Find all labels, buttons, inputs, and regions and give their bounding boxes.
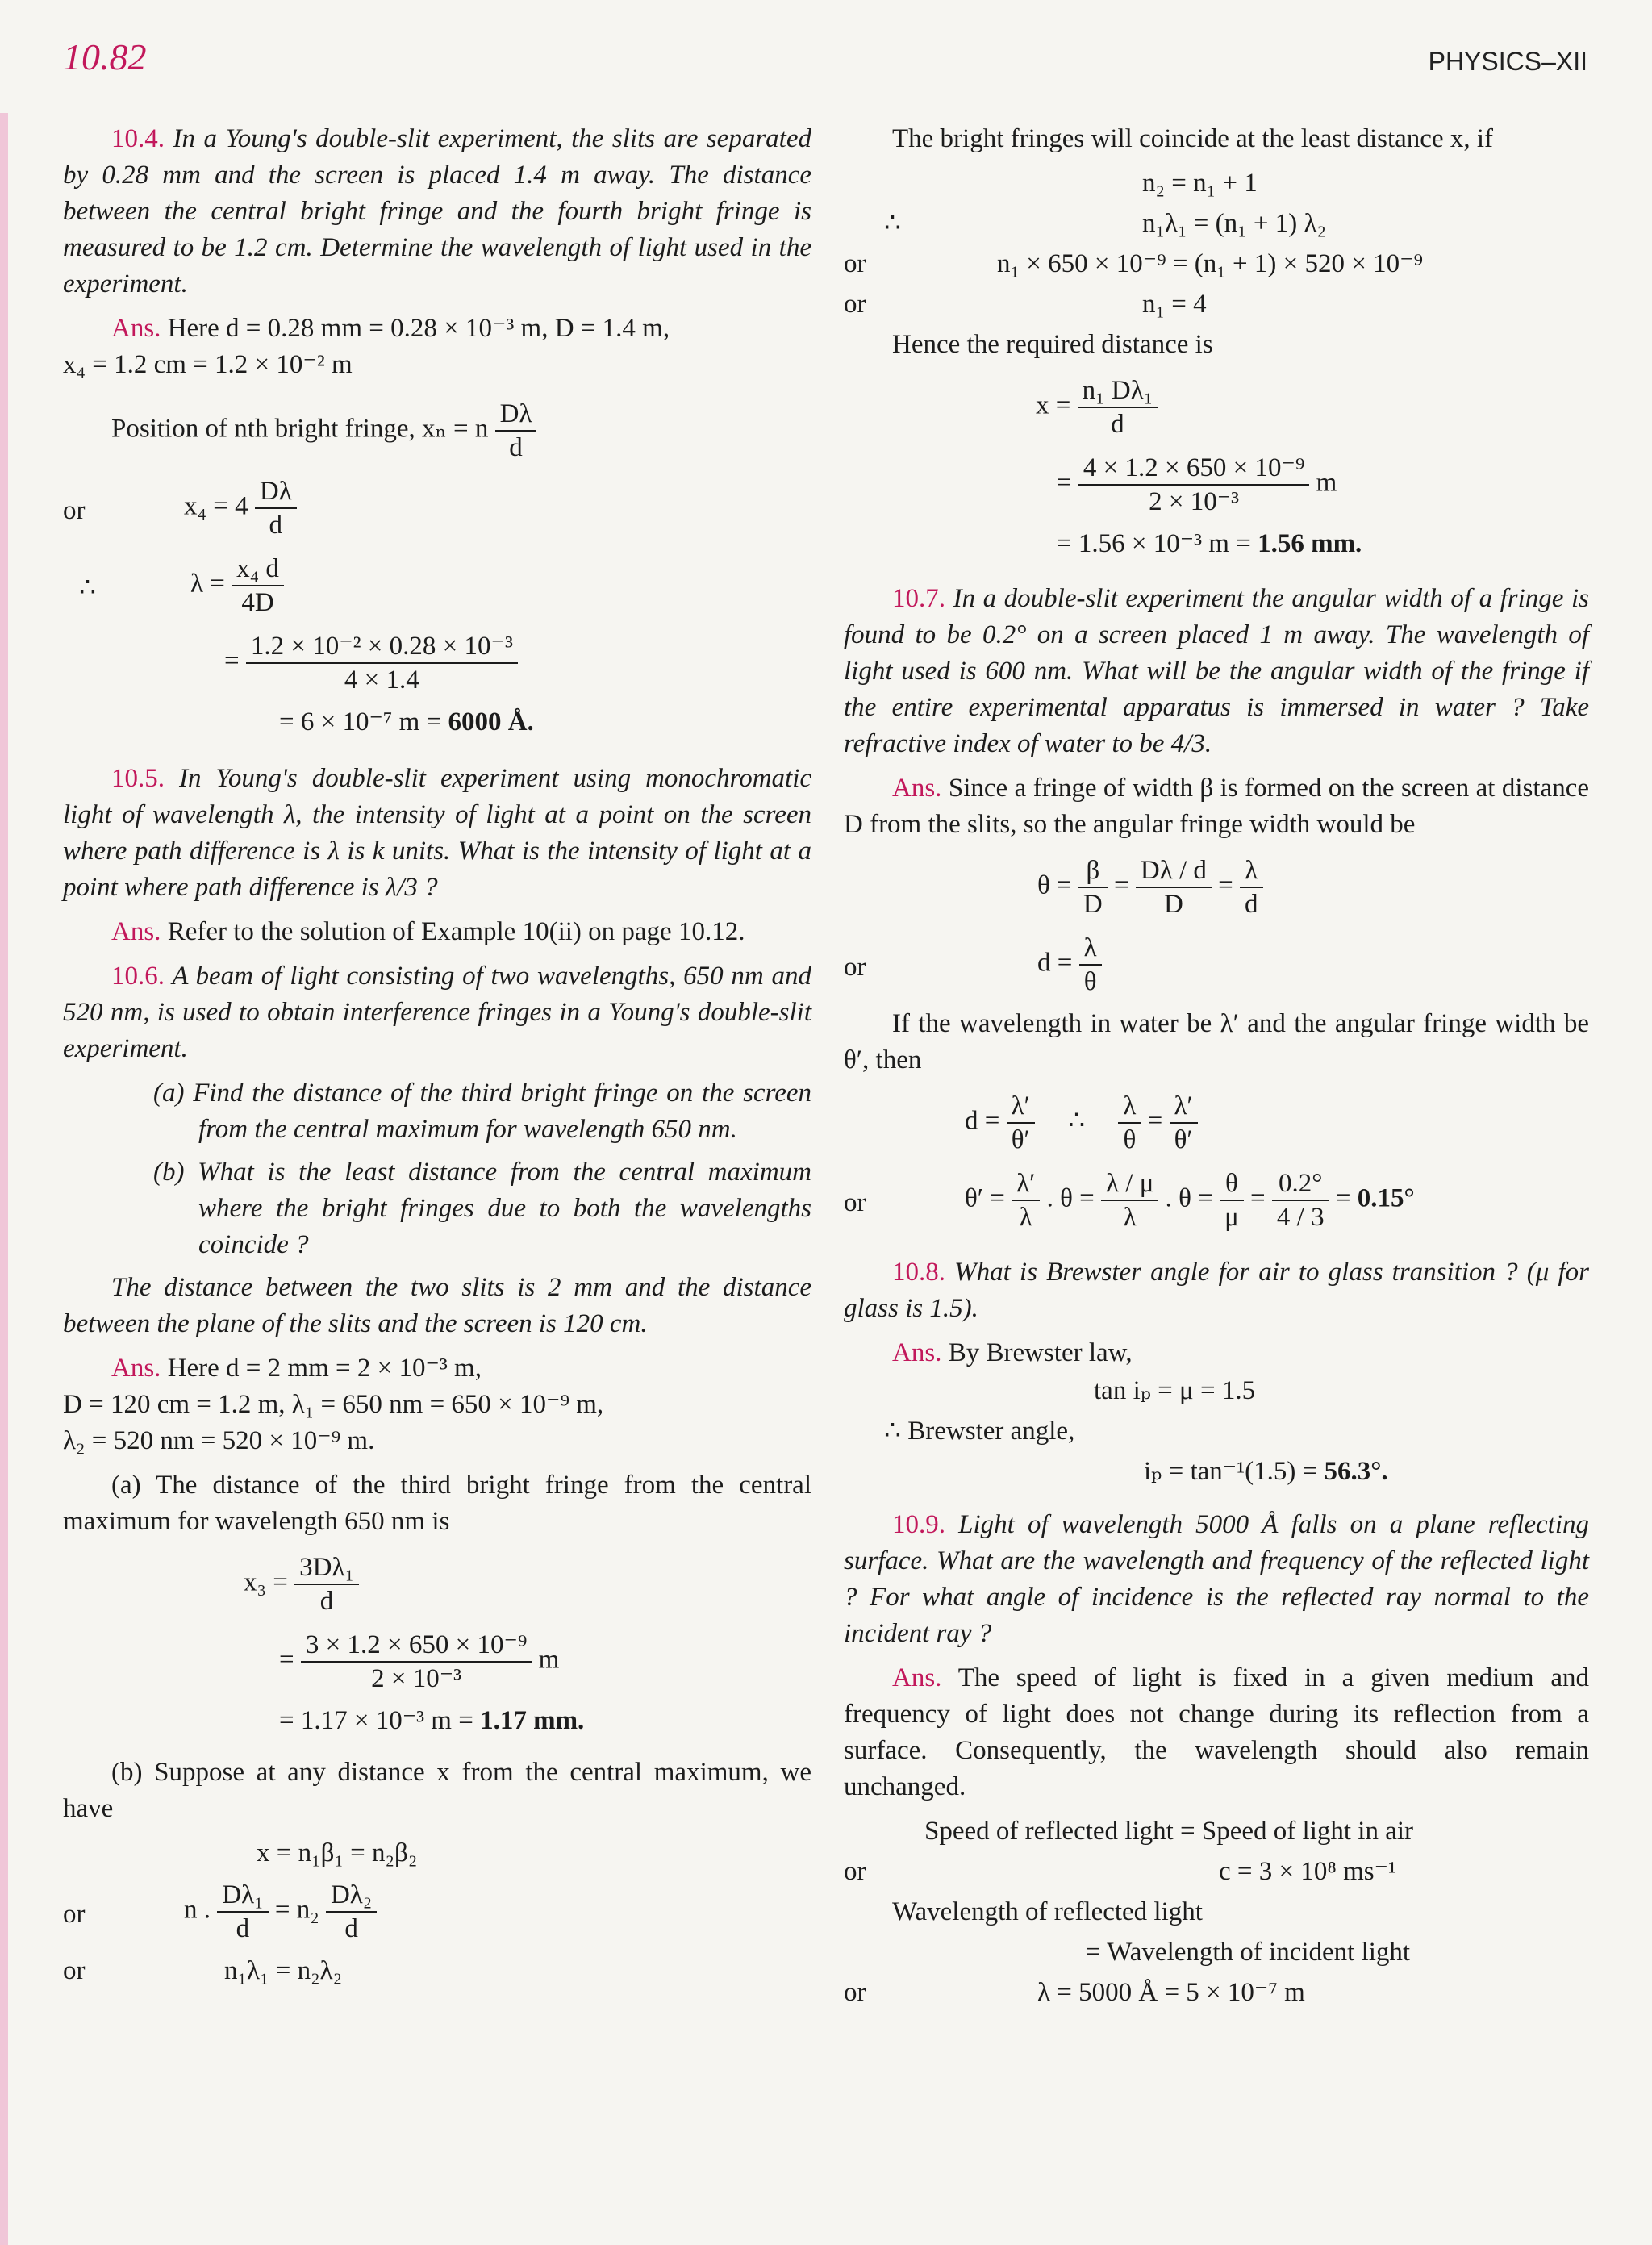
equation: x = $\frac{\text{n₁ Dλ₁}}{d}$	[844, 371, 1589, 449]
equation: ∴ λ = $\frac{\text{x₄ d}}{4D}$	[63, 549, 811, 627]
equation: ∴ n₁λ₁ = (n₁ + 1) λ₂	[884, 209, 1326, 238]
answer-10-6-line3: λ₂ = 520 nm = 520 × 10⁻⁹ m.	[63, 1426, 375, 1455]
question-10-4	[63, 121, 811, 303]
equation: Speed of reflected light = Speed of light in air	[924, 1817, 1414, 1846]
equation: or n₁ = 4	[844, 290, 1207, 319]
equation: or n . $\frac{\text{Dλ₁}}{d}$ = n₂ $\frac{\text{Dλ₂}}{d}$	[63, 1876, 811, 1953]
equation: = 1.17 × 10⁻³ m = 1.17 mm.	[279, 1706, 585, 1735]
equation: = $\frac{\text{1.2 × 10⁻² × 0.28 × 10⁻³}}{4 \times 1.4}$	[63, 627, 811, 704]
question-10-8	[844, 1254, 1589, 1327]
equation: Wavelength of reflected light	[892, 1897, 1203, 1926]
part-b-text: (b) Suppose at any distance x from the central maximum, we have	[63, 1758, 811, 1823]
answer-label: Ans.	[111, 917, 161, 946]
equation: or n₁λ₁ = n₂λ₂	[63, 1956, 343, 1985]
equation: θ = $\frac{\beta}{D}$ = $\frac{D\lambda / d}{D}$ = $\frac{\lambda}{d}$	[844, 851, 1589, 928]
sub-question-a: (a) Find the distance of the third bright fringe on the screen from the central maximum for wavelength 650 nm.	[153, 1079, 811, 1144]
book-title: PHYSICS–XII	[1428, 47, 1587, 76]
question-text: In a Young's double-slit experiment, the slits are separated by 0.28 mm and the screen is placed 1.4 m away. The distance between the central bright fringe and the fourth bright fringe is measured to be 1.2 cm. Determine the wavelength of light used in the experiment.	[63, 124, 811, 298]
question-number: 10.8.	[892, 1258, 945, 1287]
question-number: 10.7.	[892, 584, 945, 613]
equation: = 1.56 × 10⁻³ m = 1.56 mm.	[1057, 529, 1362, 558]
answer-label: Ans.	[111, 1354, 161, 1383]
answer-10-4-line2: x₄ = 1.2 cm = 1.2 × 10⁻² m	[63, 350, 353, 379]
equation: tan iₚ = μ = 1.5	[1094, 1376, 1256, 1405]
equation: ∴ Brewster angle,	[884, 1417, 1075, 1446]
answer-label: Ans.	[892, 1663, 942, 1692]
question-number: 10.9.	[892, 1510, 945, 1539]
margin-stripe	[0, 113, 8, 2245]
equation: or θ′ = $\frac{\lambda'}{\lambda}$ . θ = $\frac{\lambda / \mu}{\lambda}$ . θ = $\frac{\theta}{\mu}$ = $\frac{0.2^\circ}{4 / 3}$ = 0.15°	[844, 1169, 1415, 1232]
question-text: Light of wavelength 5000 Å falls on a plane reflecting surface. What are the wavelength and frequency of the reflected light ? For what angle of incidence is the reflected ray normal to the incident ray ?	[844, 1510, 1590, 1648]
answer-10-4-line1: Ans. Here d = 0.28 mm = 0.28 × 10⁻³ m, D = 1.4 m,	[111, 314, 670, 343]
equation: or x₄ = 4 $\frac{D\lambda}{d}$	[63, 472, 811, 549]
part-a-text: (a) The distance of the third bright fringe from the central maximum for wavelength 650 nm is	[63, 1471, 811, 1536]
equation: or n₁ × 650 × 10⁻⁹ = (n₁ + 1) × 520 × 10⁻⁹	[844, 249, 1423, 278]
question-text: In Young's double-slit experiment using monochromatic light of wavelength λ, the intensity of light at a point on the screen where path difference is λ is k units. What is the intensity of light at a point where path difference is λ/3 ?	[63, 764, 812, 902]
equation: n₂ = n₁ + 1	[1142, 169, 1258, 198]
question-number: 10.5.	[111, 764, 165, 793]
question-10-5	[63, 761, 811, 906]
question-10-9	[844, 1507, 1589, 1652]
hence-text: Hence the required distance is	[892, 330, 1213, 359]
answer-10-8: Ans. By Brewster law,	[892, 1338, 1133, 1367]
equation: d = $\frac{\lambda'}{\theta'}$ ∴ $\frac{\lambda}{\theta}$ = $\frac{\lambda'}{\theta'}$	[844, 1087, 1589, 1164]
equation: = 6 × 10⁻⁷ m = 6000 Å.	[279, 707, 534, 737]
equation: or d = $\frac{\lambda}{\theta}$	[844, 928, 1589, 1006]
sub-question-b: (b) What is the least distance from the central maximum where the bright fringes due to both the wavelengths coincide ?	[153, 1158, 811, 1259]
question-text: In a double-slit experiment the angular width of a fringe is found to be 0.2° on a screen placed 1 m away. The wavelength of light used is 600 nm. What will be the angular width of the fringe if the entire experimental apparatus is immersed in water ? Take refractive index of water to be 4/3.	[844, 584, 1590, 758]
question-note: The distance between the two slits is 2 mm and the distance between the plane of the slits and the screen is 120 cm.	[63, 1273, 811, 1338]
equation: = Wavelength of incident light	[1086, 1938, 1411, 1967]
answer-10-9: Ans. The speed of light is fixed in a given medium and frequency of light does not change during its reflection from a surface. Consequently, the wavelength should also remain unchanged.	[844, 1663, 1589, 1801]
mid-text: If the wavelength in water be λ′ and the angular fringe width be θ′, then	[844, 1009, 1589, 1075]
equation: or λ = 5000 Å = 5 × 10⁻⁷ m	[844, 1978, 1305, 2007]
answer-10-6-line2: D = 120 cm = 1.2 m, λ₁ = 650 nm = 650 × 10⁻⁹ m,	[63, 1390, 604, 1419]
equation: or c = 3 × 10⁸ ms⁻¹	[844, 1857, 1396, 1886]
question-text: What is Brewster angle for air to glass transition ? (μ for glass is 1.5).	[844, 1258, 1589, 1323]
page-number: 10.82	[63, 36, 147, 77]
answer-label: Ans.	[111, 314, 161, 343]
answer-label: Ans.	[892, 1338, 942, 1367]
equation: x = n₁β₁ = n₂β₂	[257, 1838, 418, 1867]
question-text: A beam of light consisting of two wavelengths, 650 nm and 520 nm, is used to obtain interference fringes in a Young's double-slit experiment.	[63, 962, 811, 1063]
question-number: 10.6.	[111, 962, 165, 991]
question-10-6	[63, 958, 811, 1067]
question-number: 10.4.	[111, 124, 165, 153]
answer-10-7: Ans. Since a fringe of width β is formed on the screen at distance D from the slits, so the angular fringe width would be	[844, 774, 1589, 839]
continued-text: The bright fringes will coincide at the least distance x, if	[892, 124, 1494, 153]
equation: iₚ = tan⁻¹(1.5) = 56.3°.	[1144, 1457, 1388, 1486]
answer-label: Ans.	[892, 774, 942, 803]
question-10-7	[844, 581, 1589, 762]
equation: Position of nth bright fringe, xₙ = n $\frac{D\lambda}{d}$	[63, 394, 811, 472]
right-column	[844, 121, 1589, 2015]
equation: x₃ = $\frac{\text{3Dλ₁}}{d}$	[63, 1548, 811, 1625]
answer-10-5: Ans. Refer to the solution of Example 10(ii) on page 10.12.	[111, 917, 745, 946]
equation: = $\frac{\text{4 × 1.2 × 650 × 10⁻⁹}}{\text{2 × 10⁻³}}$ m	[1057, 453, 1337, 516]
equation: = $\frac{\text{3 × 1.2 × 650 × 10⁻⁹}}{\text{2 × 10⁻³}}$ m	[279, 1630, 560, 1693]
answer-10-6-line1: Ans. Here d = 2 mm = 2 × 10⁻³ m,	[111, 1354, 482, 1383]
left-column	[63, 121, 811, 1993]
